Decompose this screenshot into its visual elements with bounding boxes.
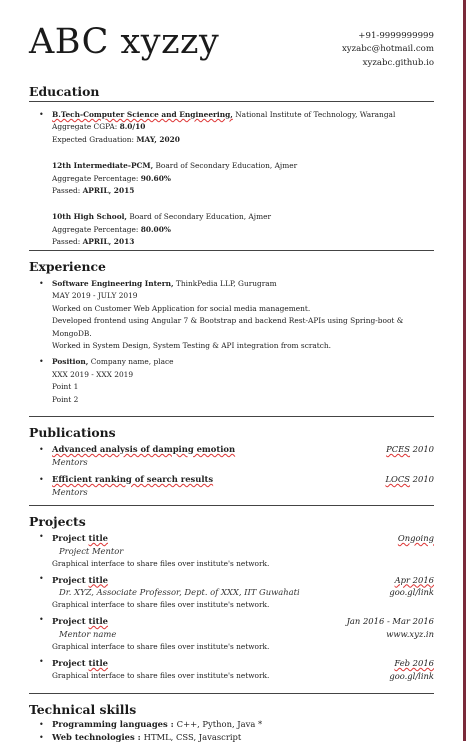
label: Expected Graduation: bbox=[52, 134, 137, 144]
venue-year: 2010 bbox=[410, 474, 434, 484]
list-item bbox=[29, 473, 434, 499]
project-title: title bbox=[88, 657, 108, 668]
degree: 10th High School, bbox=[52, 212, 127, 222]
publications-section bbox=[29, 425, 434, 499]
value: 90.60% bbox=[140, 173, 171, 183]
project-title: Project bbox=[52, 616, 89, 627]
label: Aggregate Percentage: bbox=[52, 173, 141, 183]
dates: MAY 2019 - JULY 2019 bbox=[52, 291, 138, 301]
list-item bbox=[29, 211, 434, 248]
project-link[interactable]: www.xyz.in bbox=[386, 628, 434, 639]
degree: B.Tech-Computer Science and Engineering, bbox=[52, 110, 233, 119]
venue bbox=[385, 473, 434, 486]
divider bbox=[29, 250, 434, 251]
section-title: Education bbox=[29, 84, 100, 99]
institution: National Institute of Technology, Warangal bbox=[232, 110, 396, 119]
phone: +91-9999999999 bbox=[358, 31, 434, 41]
email[interactable]: xyzabc@hotmail.com bbox=[341, 44, 434, 55]
section-title: Publications bbox=[29, 425, 116, 440]
experience-section bbox=[29, 259, 434, 406]
project-date bbox=[394, 657, 434, 670]
list-item bbox=[29, 657, 434, 682]
project-description: Graphical interface to share files over institute's network. bbox=[52, 641, 270, 651]
label: Aggregate CGPA: bbox=[52, 122, 120, 132]
project-description: Graphical interface to share files over institute's network. bbox=[52, 670, 270, 680]
venue bbox=[386, 443, 434, 456]
list-item bbox=[29, 160, 434, 197]
value: 80.00% bbox=[140, 224, 171, 234]
detail-line: Developed frontend using Angular 7 & Bootstrap and backend Rest-APIs using Spring-boot & bbox=[52, 316, 404, 326]
skill-value: C++, Python, Java * bbox=[176, 719, 263, 729]
name: ABC xyzzy bbox=[29, 22, 220, 62]
venue-name: LOCS bbox=[385, 474, 411, 484]
value: APRIL, 2013 bbox=[82, 237, 135, 247]
skill-label: Programming languages : bbox=[52, 719, 177, 729]
venue-year: 2010 bbox=[410, 444, 434, 454]
project-title: Project bbox=[52, 574, 89, 585]
publication-title: Advanced analysis of damping emotion bbox=[52, 444, 236, 454]
project-date-text: Apr 2016 bbox=[394, 574, 434, 585]
label: Passed: bbox=[52, 237, 83, 247]
publication-title: Efficient ranking of search results bbox=[52, 474, 214, 484]
detail-line: Worked on Customer Web Application for social media management. bbox=[52, 303, 311, 313]
institution: Board of Secondary Education, Ajmer bbox=[153, 161, 298, 171]
list-item bbox=[29, 718, 434, 731]
project-title: Project bbox=[52, 657, 89, 668]
contact bbox=[342, 30, 434, 70]
project-link[interactable]: goo.gl/link bbox=[389, 670, 434, 681]
detail-line: Worked in System Design, System Testing & API integration from scratch. bbox=[52, 341, 331, 351]
divider bbox=[29, 416, 434, 417]
detail-line: Point 1 bbox=[52, 382, 79, 392]
project-date: Ongoing bbox=[397, 533, 434, 543]
project-title: title bbox=[88, 574, 108, 585]
project-title: title bbox=[88, 533, 108, 543]
section-title: Experience bbox=[29, 259, 106, 274]
list-item bbox=[29, 443, 434, 469]
organization: Company name, place bbox=[88, 357, 174, 367]
skill-label: Web technologies : bbox=[52, 732, 144, 742]
divider bbox=[29, 693, 434, 694]
role: Software Engineering Intern, bbox=[52, 279, 174, 288]
project-description: Graphical interface to share files over institute's network. bbox=[52, 558, 270, 568]
list-item bbox=[29, 615, 434, 653]
project-mentor: Dr. XYZ, Associate Professor, Dept. of XXX, IIT Guwahati bbox=[59, 587, 300, 598]
project-date: Jan 2016 - Mar 2016 bbox=[346, 616, 434, 627]
detail-line: Point 2 bbox=[52, 394, 79, 404]
skills-section bbox=[29, 702, 434, 744]
project-date-text: Feb 2016 bbox=[394, 657, 434, 668]
label: Passed: bbox=[52, 186, 83, 196]
resume-page bbox=[29, 0, 434, 742]
skill-value: HTML, CSS, Javascript bbox=[143, 732, 242, 742]
project-mentor: Mentor name bbox=[59, 628, 117, 639]
list-item bbox=[29, 574, 434, 612]
header bbox=[29, 0, 434, 78]
education-section bbox=[29, 84, 434, 249]
project-mentor: Project Mentor bbox=[59, 545, 124, 556]
value: 8.0/10 bbox=[119, 122, 146, 132]
projects-section bbox=[29, 514, 434, 682]
organization: ThinkPedia LLP, Gurugram bbox=[173, 279, 277, 288]
list-item bbox=[29, 532, 434, 570]
publication-mentors: Mentors bbox=[52, 487, 88, 497]
publication-mentors: Mentors bbox=[52, 457, 88, 467]
institution: Board of Secondary Education, Ajmer bbox=[127, 212, 271, 222]
dates: XXX 2019 - XXX 2019 bbox=[52, 369, 134, 379]
project-date bbox=[395, 574, 434, 587]
project-title: title bbox=[88, 616, 108, 627]
project-title: Project bbox=[52, 533, 89, 543]
project-description: Graphical interface to share files over institute's network. bbox=[52, 600, 270, 610]
degree: 12th Intermediate-PCM, bbox=[52, 161, 154, 171]
project-link[interactable]: goo.gl/link bbox=[389, 587, 434, 598]
list-item bbox=[29, 731, 434, 744]
section-title: Technical skills bbox=[29, 702, 137, 717]
value: MAY, 2020 bbox=[136, 134, 180, 144]
role: Position, bbox=[52, 357, 89, 367]
list-item bbox=[29, 109, 434, 146]
label: Aggregate Percentage: bbox=[52, 224, 141, 234]
divider bbox=[29, 505, 434, 506]
list-item bbox=[29, 278, 434, 352]
venue-name: PCES bbox=[386, 444, 411, 454]
value: APRIL, 2015 bbox=[82, 186, 135, 196]
detail-line: MongoDB. bbox=[52, 328, 92, 338]
list-item bbox=[29, 356, 434, 406]
website[interactable]: xyzabc.github.io bbox=[362, 57, 434, 68]
section-title: Projects bbox=[29, 514, 86, 529]
divider bbox=[29, 101, 434, 102]
